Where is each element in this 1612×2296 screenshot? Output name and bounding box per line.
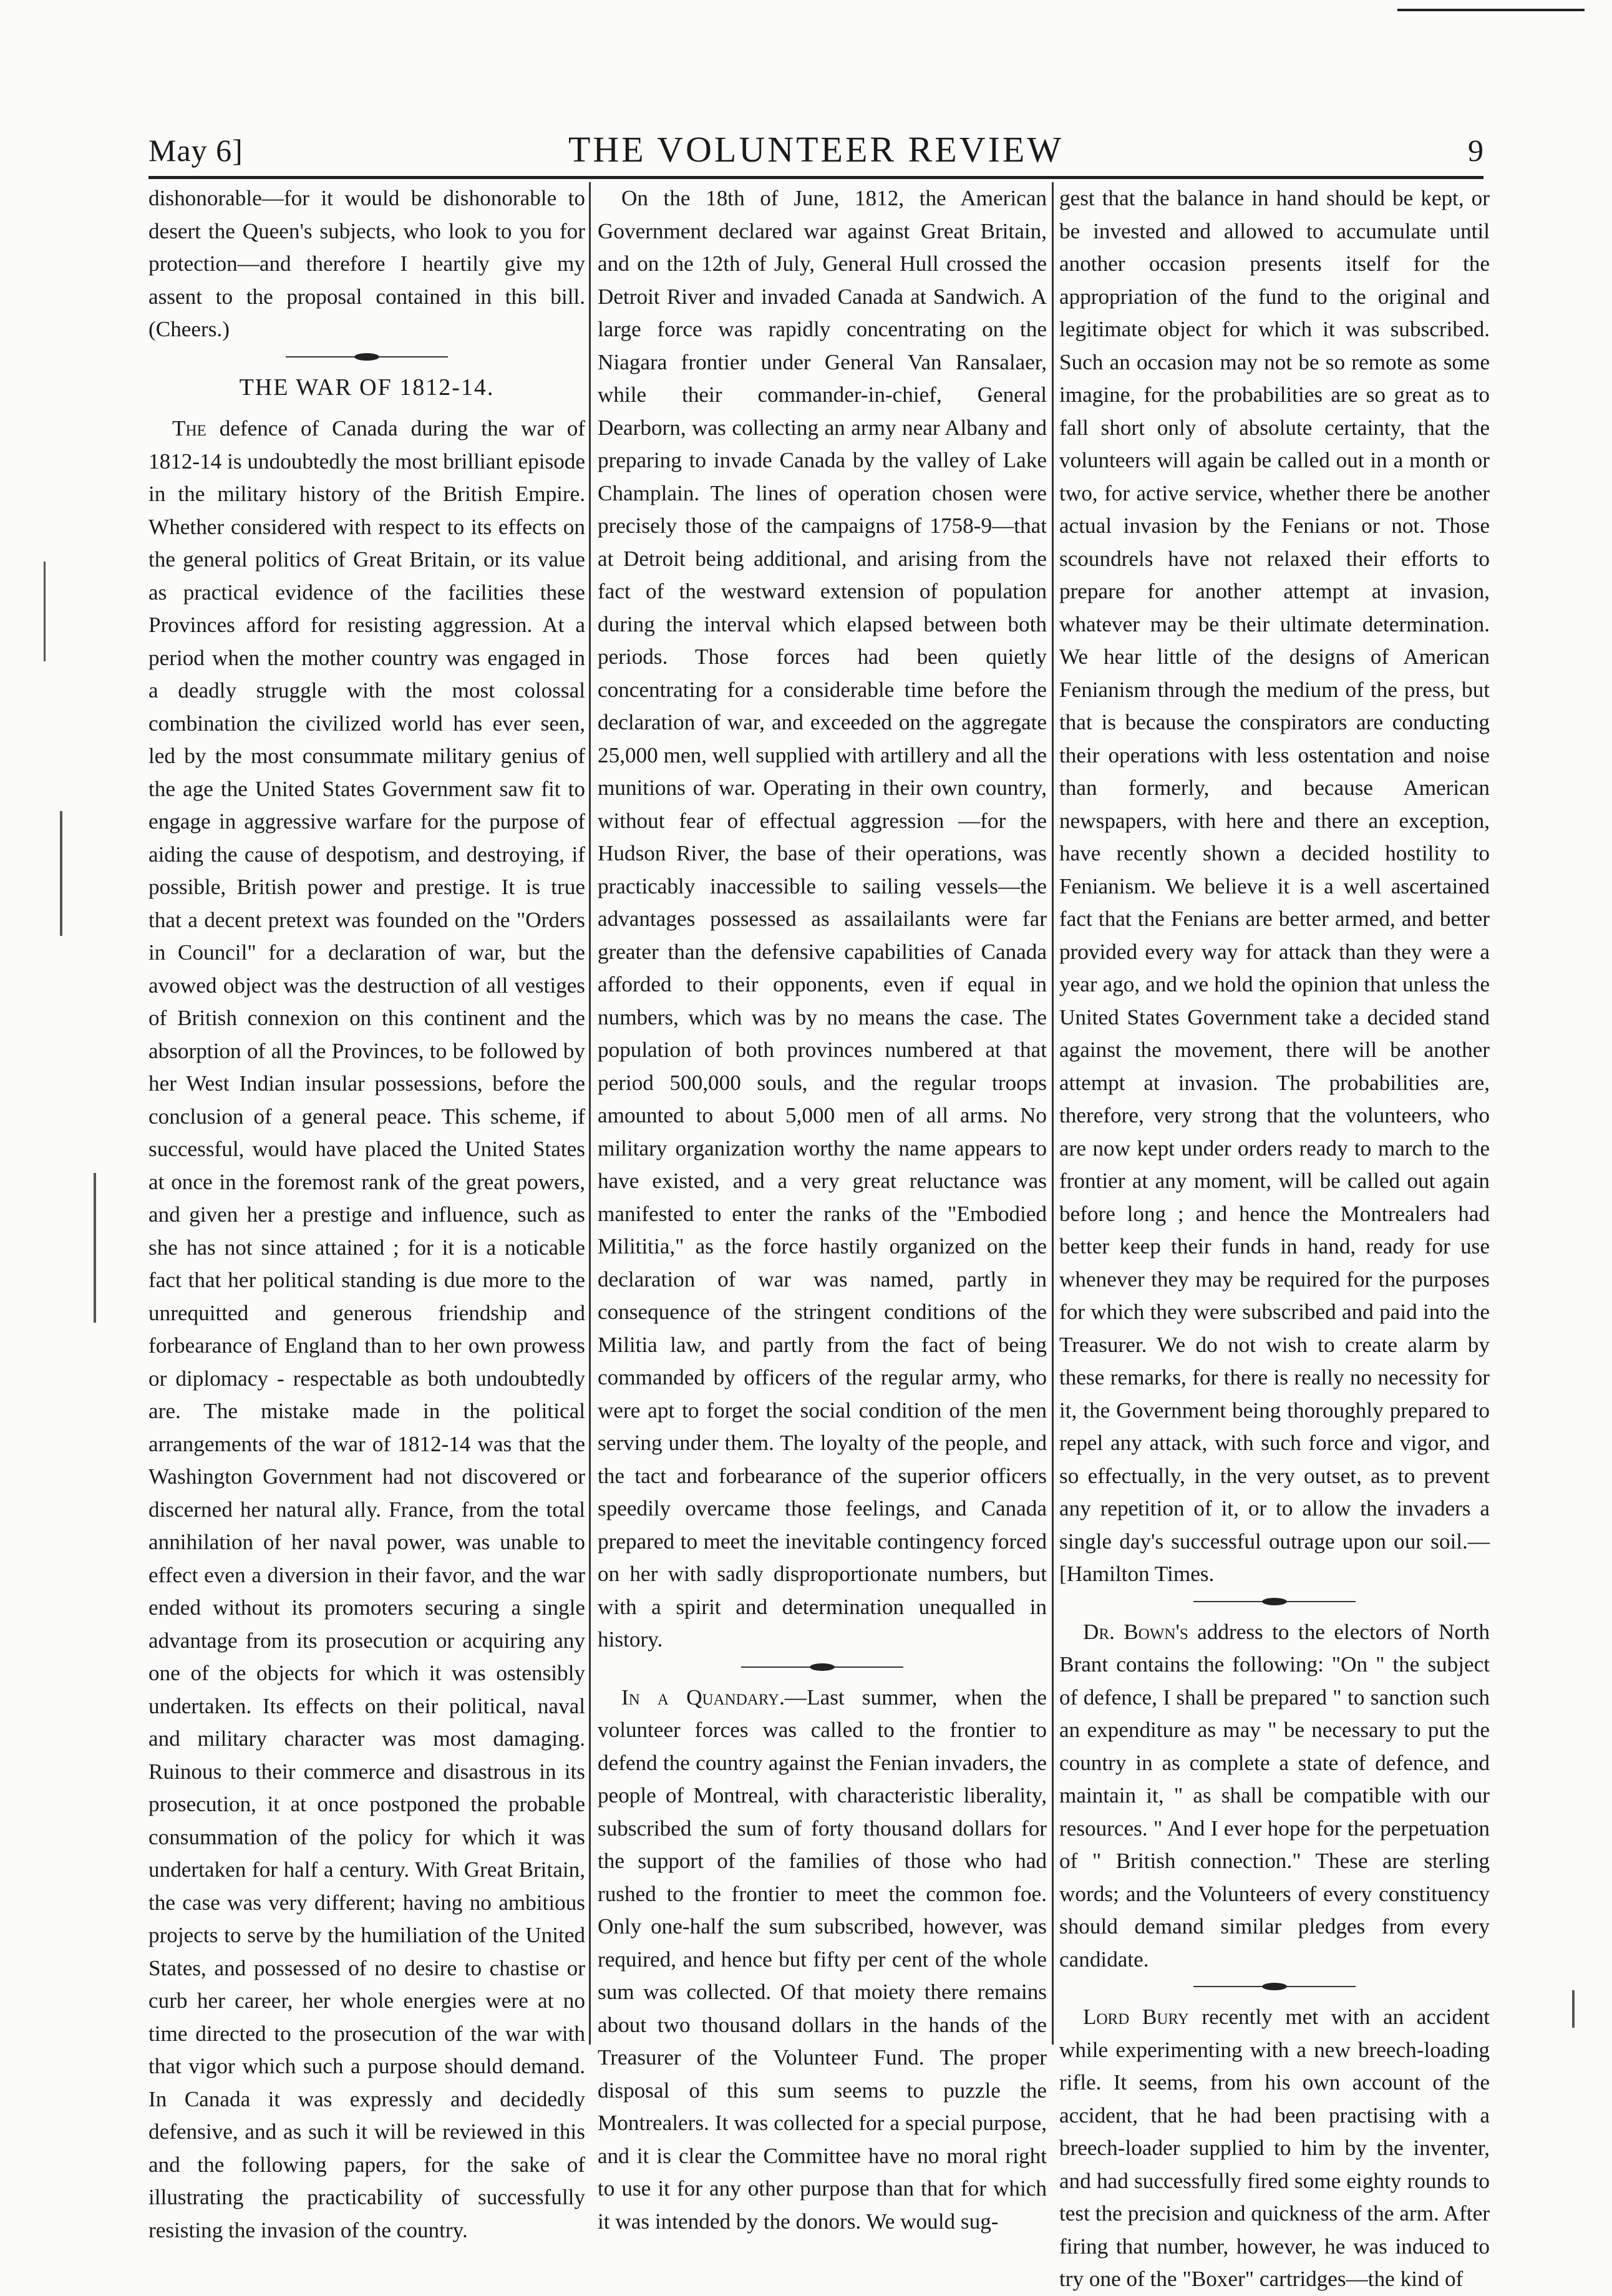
top-edge-rule — [1397, 9, 1585, 11]
page-number: 9 — [1468, 133, 1483, 168]
scan-artifact — [1572, 1990, 1575, 2028]
quandary-text: —Last summer, when the volunteer forces was called to the frontier to defend the country against the Fenian invaders, the people of Montreal, with characteristic liberality, subscribed the sum of forty thousand dollars for the support of the families of those who had rushed to the frontier to meet the common foe. Only one-half the sum subscribed, however, was required, and hence but fifty per cent of the whole sum was collected. Of that moiety there remains about two thousand dollars in the hands of the Treasurer of the Volunteer Fund. The proper disposal of this sum seems to puzzle the Montrealers. It was collected for a special purpose, and it is clear the Committee have no moral right to use it for any other purpose than that for which it was intended by the donors. We would sug- — [598, 1685, 1047, 2234]
article-bown-paragraph — [1059, 1616, 1490, 1977]
article-war-paragraph — [148, 412, 585, 2247]
section-separator — [1193, 1982, 1356, 1991]
bury-lead: Lord Bury — [1083, 2005, 1189, 2029]
scan-artifact — [94, 1173, 96, 1323]
section-separator — [286, 353, 448, 361]
issue-date: May 6] — [148, 133, 243, 168]
column-1 — [148, 182, 586, 2242]
bown-text: address to the electors of North Brant contains the following: "On " the subject of defence, I shall be prepared " to sanction such an expenditure as may " be necessary to put the country in as complete a state of defence, and maintain it, " as shall be compatible with our resources. " And I ever hope for the perpetuation of " British connection." These are sterling words; and the Volunteers of every constituency should demand similar pledges from every candidate. — [1059, 1619, 1490, 1972]
scan-artifact — [60, 811, 62, 936]
column-2 — [598, 182, 1047, 2234]
section-separator — [1193, 1597, 1356, 1606]
column-3 — [1059, 182, 1490, 2291]
column-divider-1 — [589, 182, 591, 2045]
quandary-lead: In a Quandary. — [621, 1685, 785, 1710]
article-war-paragraph-2: On the 18th of June, 1812, the American Government declared war against Great Britain, and on the 12th of July, General Hull crossed the Detroit River and invaded Canada at Sandwich. A large force was rapidly concentrating on the Niagara frontier under General Van Ransalaer, while their commander-in-chief, General Dearborn, was collecting an army near Albany and preparing to invade Canada by the valley of Lake Champlain. The lines of operation chosen were precisely those of the campaigns of 1758-9—that at Detroit being additional, and arising from the fact of the westward extension of population during the interval which elapsed between both periods. Those forces had been quietly concentrating for a considerable time before the declaration of war, and exceeded on the aggregate 25,000 men, well supplied with artillery and all the munitions of war. Operating in their own country, without fear of effectual aggression —for the Hudson River, the base of their operations, was practicably inaccessible to sailing vessels—the advantages possessed as assailailants were far greater than the defensive capabilities of Canada afforded to their opponents, even if equal in numbers, which was by no means the case. The population of both provinces numbered at that period 500,000 souls, and the regular troops amounted to about 5,000 men of all arms. No military organization worthy the name appears to have existed, and a very great reluctance was manifested to enter the ranks of the "Embodied Milititia," as the force hastily organized on the declaration of war was named, partly in consequence of the stringent conditions of the Militia law, and partly from the fact of being commanded by officers of the regular army, who were apt to forget the social condition of the men serving under them. The loyalty of the people, and the tact and forbearance of the superior officers speedily overcame those feelings, and Canada prepared to meet the inevitable contingency forced on her with sadly disproportionate numbers, but with a spirit and determination unequalled in history. — [598, 186, 1047, 1651]
bown-lead: Dr. Bown's — [1083, 1619, 1188, 1644]
article-bury-paragraph — [1059, 2001, 1490, 2296]
scan-artifact — [44, 562, 46, 661]
bury-text: recently met with an accident while experimenting with a new breech-loading rifle. It seems, from his own account of the accident, that he had been practising with a breech-loader supplied to him by the inventer, and had successfully fired some eighty rounds to test the precision and quickness of the arm. After firing that number, however, he was induced to try one of the "Boxer" cartridges—the kind of — [1059, 2005, 1490, 2291]
header-rule — [148, 176, 1483, 179]
lead-word: The — [172, 416, 206, 440]
publication-title: THE VOLUNTEER REVIEW — [568, 129, 1064, 170]
page-header — [148, 125, 1483, 175]
column-divider-2 — [1052, 182, 1054, 2045]
article-heading-war: THE WAR OF 1812-14. — [239, 374, 495, 401]
article-quandary-paragraph — [598, 1681, 1047, 2239]
section-separator — [741, 1663, 903, 1671]
article-war-text: defence of Canada during the war of 1812-14 is undoubtedly the most brilliant episode in the military history of the British Empire. Whether considered with respect to its effects on the general politics of Great Britain, or its value as practical evidence of the facilities these Provinces afford for resisting aggression. At a period when the mother country was engaged in a deadly struggle with the most colossal combination the civilized world has ever seen, led by the most consummate military genius of the age the United States Government saw fit to engage in aggressive warfare for the purpose of aiding the cause of despotism, and destroying, if possible, British power and prestige. It is true that a decent pretext was founded on the "Orders in Council" for a declaration of war, but the avowed object was the destruction of all vestiges of British connexion on this continent and the absorption of all the Provinces, to be followed by her West Indian insular possessions, before the conclusion of a general peace. This scheme, if successful, would have placed the United States at once in the foremost rank of the great powers, and given her a prestige and influence, such as she has not since attained ; for it is a noticable fact that her political standing is due more to the unrequitted and generous friendship and forbearance of England than to her own prowess or diplomacy - respectable as both undoubtedly are. The mistake made in the political arrangements of the war of 1812-14 was that the Washington Government had not discovered or discerned her natural ally. France, from the total annihilation of her naval power, was unable to effect even a diversion in their favor, and the war ended without its promoters securing a single advantage from its prosecution or acquiring any one of the objects for which it was ostensibly undertaken. Its effects on their political, naval and military character was most damaging. Ruinous to their commerce and disastrous in its prosecution, it at once postponed the probable consummation of the policy for which it was undertaken for half a century. With Great Britain, the case was very different; having no ambitious projects to serve by the humiliation of the United States, and possessed of no desire to chastise or curb her career, her whole energies were at no time directed to the prosecution of the war with that vigor which such a purpose should demand. In Canada it was expressly and decidedly defensive, and as such it will be reviewed in this and the following papers, for the sake of illustrating the practicability of successfully resisting the invasion of the country. — [148, 416, 586, 2242]
quandary-continuation: gest that the balance in hand should be kept, or be invested and allowed to accumulate until another occasion presents itself for the appropriation of the fund to the original and legitimate object for which it was subscribed. Such an occasion may not be so remote as some imagine, for the probabilities are so great as to fall short only of absolute certainty, that the volunteers will again be called out in a month or two, for active service, whether there be another actual invasion by the Fenians or not. Those scoundrels have not relaxed their efforts to prepare for another attempt at invasion, whatever may be their ultimate determination. We hear little of the designs of American Fenianism through the medium of the press, but that is because the conspirators are conducting their operations with less ostentation and noise than formerly, and because American newspapers, with here and there an exception, have recently shown a decided hostility to Fenianism. We believe it is a well ascertained fact that the Fenians are better armed, and better provided every way for attack than they were a year ago, and we hold the opinion that unless the United States Government take a decided stand against the movement, there will be another attempt at invasion. The probabilities are, therefore, very strong that the volunteers, who are now kept under orders ready to march to the frontier at any moment, will be called out again before long ; and hence the Montrealers had better keep their funds in hand, ready for use whenever they may be required for the purposes for which they were subscribed and paid into the Treasurer. We do not wish to create alarm by these remarks, for there is really no necessity for it, the Government being thoroughly prepared to repel any attack, with such force and vigor, and so effectually, in the very outset, as to prevent any repetition of it, or to allow the invaders a single day's successful outrage upon our soil.—[Hamilton Times. — [1059, 186, 1490, 1586]
speech-continuation: dishonorable—for it would be dishonorable to desert the Queen's subjects, who look to you for protection—and therefore I heartily give my assent to the proposal contained in this bill. (Cheers.) — [148, 186, 585, 341]
